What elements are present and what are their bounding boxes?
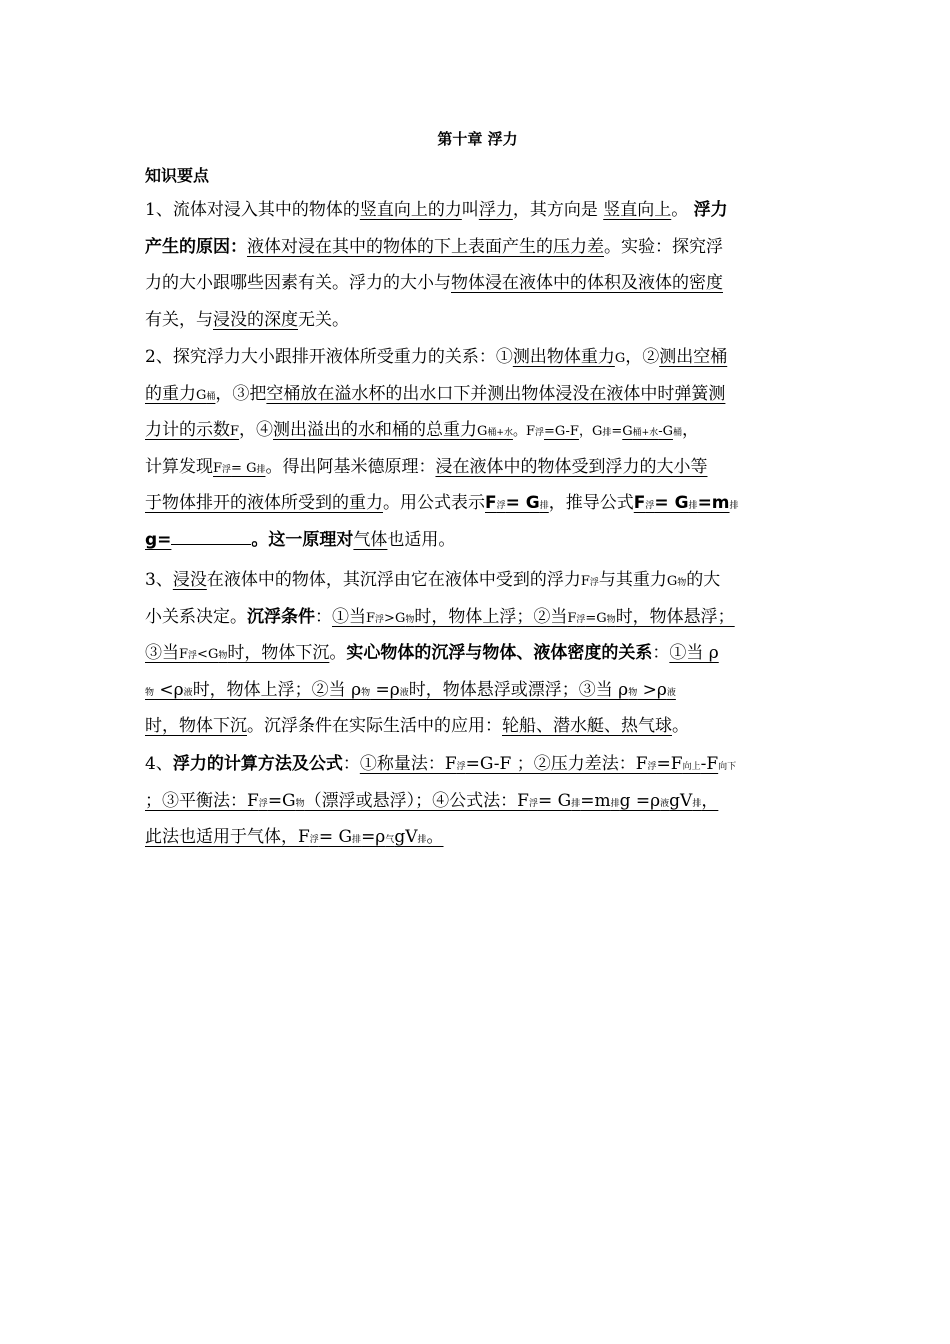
answer-span: 。	[426, 827, 444, 847]
text-span: 叫	[461, 200, 479, 220]
subscript: 排	[602, 428, 612, 438]
subscript: 物	[361, 687, 371, 698]
p2-line-5	[145, 485, 810, 522]
answer-span: 此法也适用于气体，F	[145, 827, 310, 847]
bold-term: 沉浮条件	[247, 606, 315, 627]
subscript: 桶+水	[487, 428, 513, 438]
subscript: 浮	[645, 501, 655, 511]
text-span: 无关。	[298, 309, 349, 330]
text-span: 。	[671, 200, 694, 220]
subscript: 浮	[258, 798, 268, 809]
answer-span: 测出空桶	[659, 347, 728, 367]
answer-span: ，	[701, 790, 719, 811]
bold-term: 实心物体的沉浮与物体、液体密度的关系	[346, 643, 653, 663]
symbol-span: F	[580, 574, 590, 589]
subscript: 物	[606, 614, 616, 625]
subscript: 排	[417, 835, 427, 845]
p2-line-2	[145, 376, 810, 413]
subscript: 排	[729, 501, 739, 511]
subscript: 排	[352, 835, 362, 845]
subscript: 浮	[576, 614, 586, 625]
symbol-span: ，G	[578, 424, 603, 439]
answer-span: =G-F ；②压力差法：F	[465, 754, 648, 774]
paragraph-2	[145, 339, 810, 558]
formula-span: g=	[145, 529, 172, 550]
answer-span: g =ρ	[619, 790, 661, 811]
p1-line-3	[145, 265, 810, 302]
text-span: ，推导公式	[548, 493, 634, 513]
answer-span: 物体浸在液体中的体积及液体的密度	[451, 273, 723, 293]
subscript: 物	[405, 614, 415, 625]
answer-span: -F	[700, 754, 719, 774]
bold-term: ：	[230, 236, 247, 257]
fill-in-blank	[171, 530, 251, 545]
answer-span: 空桶放在溢水杯的出水口下并测出物体浸没在液体中时弹簧测	[266, 383, 726, 404]
text-span: ：	[342, 754, 360, 774]
answer-span: 时，物体上浮；②当 ρ	[192, 679, 362, 700]
symbol-span: G	[666, 574, 678, 589]
text-span: ，③把	[215, 383, 267, 404]
answer-span: = G	[537, 790, 572, 811]
p1-line-2	[145, 229, 810, 266]
answer-span: 浸在液体中的物体受到浮力的大小等	[435, 456, 708, 477]
text-span: 。实验：探究浮	[604, 236, 723, 257]
text-span: 。这一原理对	[251, 529, 354, 550]
answer-span: 浸没	[172, 570, 207, 590]
answer-span: 竖直向上的力	[359, 200, 462, 220]
answer-span: 浮力	[478, 200, 513, 220]
formula-span: G	[622, 424, 633, 439]
answer-span: 浸没的深度	[213, 309, 298, 330]
symbol-span: F	[567, 610, 577, 626]
answer-span: 时，物体悬浮；	[615, 606, 735, 627]
answer-span: 时，物体下沉	[145, 716, 247, 736]
answer-span: >ρ	[637, 679, 667, 700]
answer-span: 时，物体悬浮或漂浮；③当 ρ	[408, 679, 629, 700]
answer-span: 液体对浸在其中的物体的下上表面产生的压力差	[247, 236, 604, 257]
subscript: 液	[399, 687, 409, 698]
answer-span: 的重力	[145, 383, 196, 404]
formula-span: = G	[654, 493, 689, 513]
text-span: 与其重力	[598, 570, 667, 590]
subscript: 向上	[682, 762, 701, 772]
paragraph-1	[145, 192, 810, 338]
subscript: 桶+水	[632, 428, 659, 438]
text-span: 3、	[145, 570, 173, 590]
symbol-span: =	[611, 424, 623, 439]
subscript: 浮	[309, 835, 319, 845]
p4-line-2	[145, 783, 810, 820]
text-span: 力的大小跟哪些因素有关。浮力的大小与	[145, 273, 451, 293]
bold-term: 浮力的计算方法及公式	[172, 754, 343, 774]
subscript: 排	[688, 501, 698, 511]
section-heading: 知识要点	[145, 166, 210, 185]
text-span: ，④	[239, 420, 274, 440]
answer-span: = G	[318, 827, 353, 847]
p3-line-4	[145, 672, 810, 709]
answer-span: gV	[669, 790, 693, 811]
answer-span: （漂浮或悬浮）；④公式法：F	[304, 790, 529, 811]
symbol-span: >G	[384, 610, 406, 626]
formula-span: = G	[505, 493, 540, 513]
text-span: ，②	[625, 347, 660, 367]
answer-span: ①当 ρ	[669, 643, 719, 663]
symbol-span: F	[213, 460, 223, 476]
text-span: ：	[315, 606, 332, 627]
answer-span: 测出物体重力	[512, 347, 615, 367]
p3-line-3	[145, 635, 810, 672]
answer-span: ①称量法：F	[359, 754, 457, 774]
text-span: 2、探究浮力大小跟排开液体所受重力的关系：①	[145, 347, 513, 367]
answer-span: 气体	[353, 529, 388, 550]
subscript: 浮	[647, 762, 657, 772]
p2-line-4	[145, 449, 810, 486]
text-span: 。得出阿基米德原理：	[265, 456, 436, 477]
text-span: 。用公式表示	[383, 493, 485, 513]
formula-span: F	[485, 493, 497, 513]
text-span: 有关，与	[145, 309, 213, 330]
subscript: 物	[218, 651, 228, 661]
answer-span: ；③平衡法：F	[145, 790, 259, 811]
p3-line-2	[145, 599, 810, 636]
text-span: 也适用。	[387, 529, 456, 550]
formula-span: F	[633, 493, 646, 513]
text-span: ：	[652, 643, 670, 663]
symbol-span: <G	[197, 647, 219, 662]
text-span: ，其方向是	[512, 200, 604, 220]
subscript: 排	[256, 464, 266, 475]
answer-span: =m	[580, 790, 611, 811]
subscript: 物	[145, 687, 155, 698]
subscript: 液	[666, 687, 676, 698]
subscript: 液	[183, 687, 193, 698]
symbol-span: G	[477, 424, 488, 439]
answer-span: 于物体排开的液体所受到的重力	[145, 493, 383, 513]
subscript: 向下	[718, 762, 737, 772]
symbol-span: F	[179, 647, 189, 662]
p3-line-1	[145, 562, 810, 599]
symbol-span: G	[196, 387, 207, 403]
answer-span: 时，物体下沉	[227, 643, 330, 663]
symbol-span: F	[366, 610, 376, 626]
formula-span: -G	[658, 424, 673, 439]
answer-span: ③当	[145, 643, 179, 663]
p1-line-4	[145, 302, 810, 339]
answer-span: gV	[394, 827, 418, 847]
subscript: 排	[692, 798, 702, 809]
p4-line-1	[145, 746, 810, 783]
subscript: 排	[571, 798, 581, 809]
p2-line-1	[145, 339, 810, 376]
subscript: 浮	[528, 798, 538, 809]
formula-span: = G	[231, 460, 257, 476]
subscript: 浮	[589, 578, 599, 588]
p3-line-5	[145, 708, 810, 745]
subscript: 物	[677, 578, 687, 588]
answer-span: 竖直向上	[603, 200, 672, 220]
symbol-span: =G	[585, 610, 607, 626]
text-span: 1、流体对浸入其中的物体的	[145, 200, 360, 220]
p1-line-1	[145, 192, 810, 229]
text-span: 4、	[145, 754, 173, 774]
subscript: 浮	[188, 651, 198, 661]
answer-span: ①当	[332, 606, 366, 627]
text-span: 的大	[686, 570, 721, 590]
paragraph-3	[145, 562, 810, 745]
text-span: 。	[329, 643, 347, 663]
subscript: 排	[539, 501, 549, 511]
formula-span: =m	[697, 493, 730, 513]
subscript: 液	[660, 798, 670, 809]
text-span: 计算发现	[145, 456, 213, 477]
bold-term: 产生的原因	[145, 236, 230, 257]
subscript: 浮	[456, 762, 466, 772]
answer-span: =G	[267, 790, 296, 811]
chapter-title: 第十章 浮力	[437, 130, 518, 148]
text-span: ，	[682, 420, 699, 440]
answer-span: 力计的示数	[145, 420, 230, 440]
text-span: 。	[672, 716, 689, 736]
subscript: 浮	[375, 614, 385, 625]
subscript: 桶	[672, 428, 682, 438]
text-span: 小关系决定。	[145, 606, 247, 627]
bold-term: 浮力	[693, 200, 728, 220]
answer-span: 时，物体上浮；②当	[414, 606, 568, 627]
subscript: 排	[610, 798, 620, 809]
subscript: 气	[385, 835, 395, 845]
subscript: 物	[628, 687, 638, 698]
subscript: 浮	[222, 464, 232, 475]
answer-span: =ρ	[361, 827, 386, 847]
answer-span: =ρ	[370, 679, 400, 700]
subscript: 物	[295, 798, 305, 809]
p4-line-3	[145, 819, 810, 856]
text-span: 在液体中的物体，其沉浮由它在液体中受到的浮力	[206, 570, 581, 590]
symbol-span: G	[614, 351, 626, 366]
text-span: 。沉浮条件在实际生活中的应用：	[247, 716, 502, 736]
subscript: 桶	[206, 391, 216, 402]
answer-span: 轮船、潜水艇、热气球	[502, 716, 672, 736]
p2-line-3	[145, 412, 810, 449]
p2-line-6	[145, 522, 810, 559]
formula-span: =G-F	[544, 424, 579, 439]
answer-span: =F	[656, 754, 683, 774]
subscript: 浮	[496, 501, 506, 511]
paragraph-4	[145, 746, 810, 856]
answer-span: 测出溢出的水和桶的总重力	[273, 420, 478, 440]
answer-span: <ρ	[154, 679, 184, 700]
symbol-span: F	[230, 424, 240, 439]
subscript: 浮	[535, 428, 545, 438]
symbol-span: 。F	[512, 424, 535, 439]
